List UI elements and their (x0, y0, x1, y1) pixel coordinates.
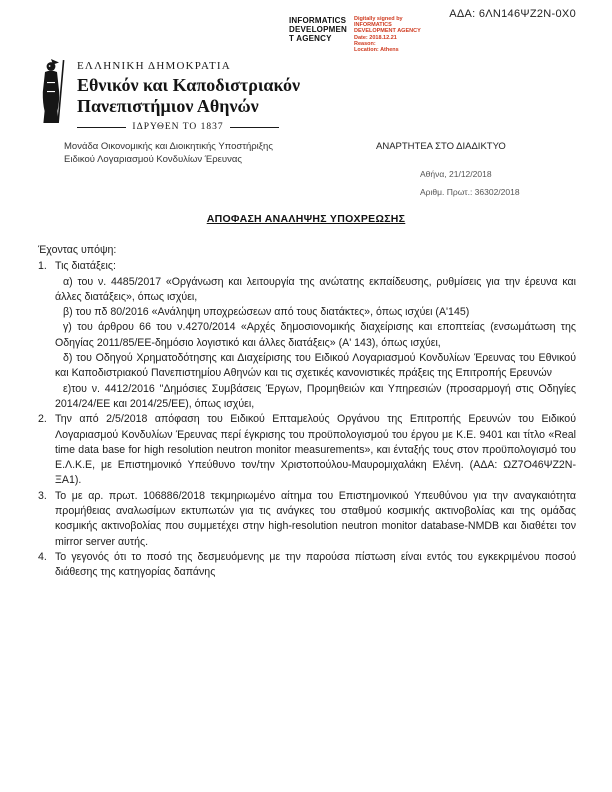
signature-agency-name (289, 16, 347, 43)
list-item-number: 3. (38, 489, 47, 502)
signature-detail-line: Digitally signed by (354, 16, 403, 22)
sub-item: δ) του Οδηγού Χρηματοδότησης και Διαχείρισης του Ειδικού Λογαριασμού Κονδυλίων Έρευνας του Εθνικού και Καποδιστριακού Πανεπιστημίου Αθηνών και τις σχετικές κανονιστικές πράξεις της Επιτροπής Ερευνών (55, 352, 576, 380)
list-item-number: 1. (38, 260, 47, 273)
having-regard-intro: Έχοντας υπόψη: (38, 244, 117, 256)
list-item (38, 412, 576, 488)
document-title-text: ΑΠΟΦΑΣΗ ΑΝΑΛΗΨΗΣ ΥΠΟΧΡΕΩΣΗΣ (206, 213, 406, 225)
signature-detail-line: Location: Athens (354, 47, 399, 54)
university-emblem-logo (36, 58, 68, 126)
unit-name-line2: Ειδικού Λογαριασμού Κονδυλίων Έρευνας (64, 154, 242, 165)
list-item (38, 259, 576, 412)
ada-code: ΑΔΑ: 6ΛΝ146ΨΖ2Ν-0Χ0 (449, 8, 576, 20)
signature-detail-line: Reason: (354, 40, 376, 47)
university-name-line2: Πανεπιστήμιον Αθηνών (77, 96, 259, 116)
list-item (38, 489, 576, 550)
founded-line (77, 122, 279, 132)
letterhead-text (77, 58, 300, 132)
letterhead (36, 58, 300, 132)
list-item (38, 550, 576, 581)
list-item-number: 4. (38, 550, 47, 563)
sub-item: ε)του ν. 4412/2016 "Δημόσιες Συμβάσεις Έργων, Προμηθειών και Υπηρεσιών (προσαρμογή στις Οδηγίες 2014/24/ΕΕ και 2014/25/ΕΕ), όπως ισχύει, (55, 382, 576, 410)
founded-rule-left (77, 127, 126, 128)
signature-agency-line: INFORMATICS (289, 16, 347, 25)
document-body (38, 243, 576, 581)
protocol-number: Αριθμ. Πρωτ.: 36302/2018 (420, 187, 520, 197)
sub-item: β) του πδ 80/2016 «Ανάληψη υποχρεώσεων από τους διατάκτες», όπως ισχύει (Α'145) (63, 306, 470, 319)
publish-note: ΑΝΑΡΤΗΤΕΑ ΣΤΟ ΔΙΑΔΙΚΤΥΟ (376, 141, 506, 152)
list-item-lead: Τις διατάξεις: (55, 260, 116, 273)
signature-detail-line: DEVELOPMENT AGENCY (354, 28, 421, 35)
sub-item: α) του ν. 4485/2017 «Οργάνωση και λειτουργία της ανώτατης εκπαίδευσης, ρυθμίσεις για την έρευνα και άλλες διατάξεις», όπως ισχύει, (55, 275, 576, 303)
signature-detail-line: INFORMATICS (354, 22, 392, 29)
unit-name-line1: Μονάδα Οικονομικής και Διοικητικής Υποστήριξης (64, 141, 273, 152)
list-item-number: 2. (38, 413, 47, 426)
signature-details (354, 16, 421, 53)
document-title (0, 213, 612, 225)
list-item-content: Το με αρ. πρωτ. 106886/2018 τεκμηριωμένο αίτημα του Επιστημονικού Υπευθύνου για την αναγκαιότητα προμήθειας αναλωσίμων εκτυπωτών για τις ανάγκες του σταθμού κοσμικής ακτινοβολίας και της ομάδας κοσμικής ακτινοβολίας που συμμετέχει στην high-resolution neutron monitor database-NMDB και διαθέτει τον mirror server αυτής. (55, 489, 576, 548)
signature-agency-line: T AGENCY (289, 34, 332, 43)
issuing-unit (64, 140, 273, 166)
university-name-line1: Εθνικόν και Καποδιστριακόν (77, 75, 300, 95)
signature-agency-line: DEVELOPMEN (289, 25, 348, 34)
sub-item: γ) του άρθρου 66 του ν.4270/2014 «Αρχές δημοσιονομικής διαχείρισης και εποπτείας (ενσωμάτωση της Οδηγίας 2011/85/ΕΕ-δημόσιο λογιστικό και άλλες διατάξεις» (Α' 143), όπως ισχύει, (55, 321, 576, 349)
founded-label: ΙΔΡΥΘΕΝ ΤΟ 1837 (132, 122, 224, 132)
list-item-content: Το γεγονός ότι το ποσό της δεσμευόμενης με την παρούσα πίστωση είναι εντός του εγκεκριμένου ποσού διάθεσης της κατηγορίας δαπάνης (55, 550, 576, 579)
place-date: Αθήνα, 21/12/2018 (420, 169, 492, 179)
list-item-content (55, 259, 576, 412)
founded-rule-right (230, 127, 279, 128)
digital-signature-stamp (289, 16, 421, 53)
signature-detail-line: Date: 2018.12.21 (354, 34, 397, 41)
hellenic-republic-label: ΕΛΛΗΝΙΚΗ ΔΗΜΟΚΡΑΤΙΑ (77, 60, 231, 72)
list-item-content: Την από 2/5/2018 απόφαση του Ειδικού Επταμελούς Οργάνου της Επιτροπής Ερευνών του Ειδικού Λογαριασμού Κονδυλίων Έρευνας περί έγκρισης του προϋπολογισμού του έργου με Κ.Ε. 9401 και τίτλο «Real time data base for high resolution neutron monitor measurements», και ένταξής τους στον προϋπολογισμό του Ε.Λ.Κ.Ε, με Επιστημονικό Υπεύθυνο τον/την Χριστοπούλου-Μαυρομιχαλάκη Ελένη. (ΑΔΑ: ΩΖ7Ο46ΨΖ2Ν-ΞΑ1). (55, 413, 576, 487)
